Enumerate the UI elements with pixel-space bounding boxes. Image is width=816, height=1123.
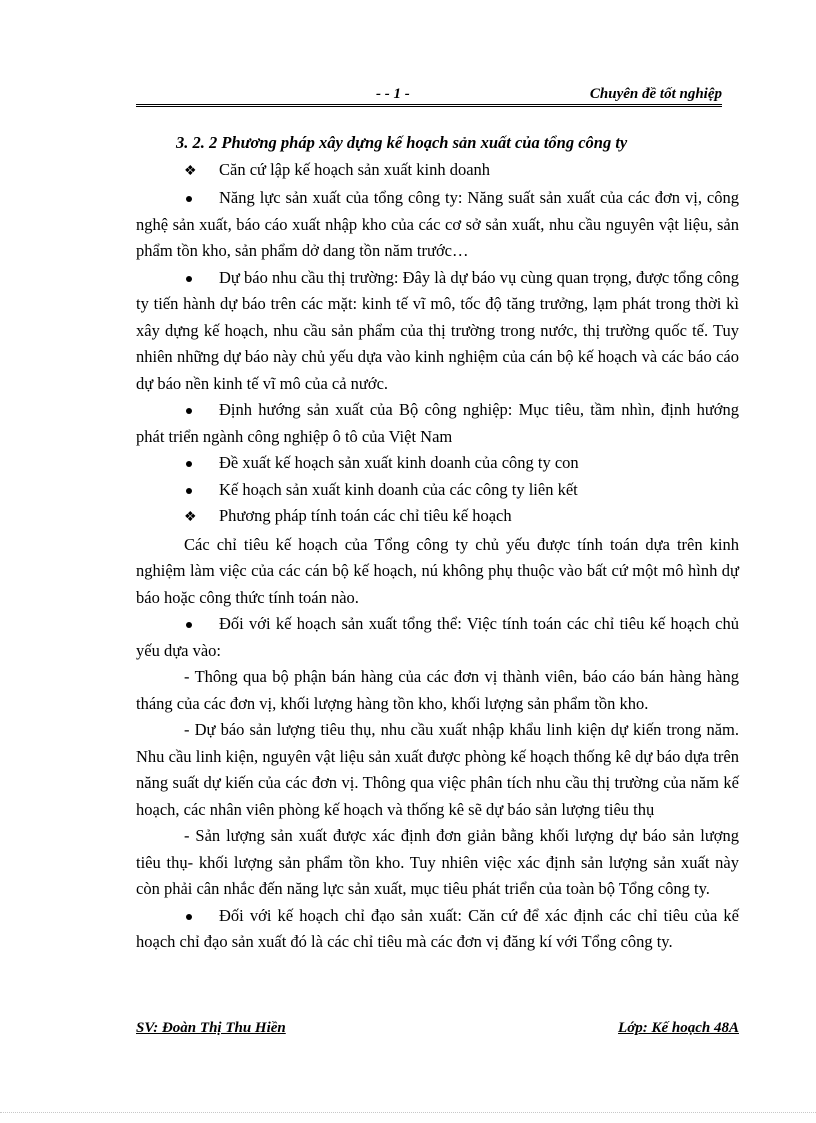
bullet-icon bbox=[184, 397, 219, 424]
paragraph-text: Phương pháp tính toán các chỉ tiêu kế hoạch bbox=[219, 506, 512, 525]
page-number: - - 1 - bbox=[376, 86, 410, 102]
paragraph: - Dự báo sản lượng tiêu thụ, nhu cầu xuất nhập khẩu linh kiện dự kiến trong năm. Nhu cầu linh kiện, nguyên vật liệu sản xuất được phòng kế hoạch thống kê dự báo dựa trên năng suất dự kiến của các đơn vị. Thông qua việc phân tích nhu cầu thị trường của năm kế hoạch, các nhân viên phòng kế hoạch và thống kê sẽ dự báo sản lượng tiêu thụ bbox=[136, 720, 739, 819]
bullet-icon bbox=[184, 450, 219, 477]
diamond-bullet-icon: ❖ bbox=[184, 510, 197, 525]
list-item bbox=[136, 477, 739, 504]
list-item bbox=[136, 503, 739, 532]
paragraph: - Sản lượng sản xuất được xác định đơn giản bằng khối lượng dự báo sản lượng tiêu thụ- khối lượng sản phẩm tồn kho. Tuy nhiên việc xác định sản lượng sản xuất này còn phải cân nhắc đến năng lực sản xuất, mục tiêu phát triển của toàn bộ Tổng công ty. bbox=[136, 826, 739, 898]
paragraph-text: Căn cứ lập kế hoạch sản xuất kinh doanh bbox=[219, 159, 491, 179]
list-item bbox=[136, 611, 739, 664]
page-bottom-border bbox=[0, 1112, 816, 1113]
diamond-bullet-icon: ❖ bbox=[184, 163, 197, 179]
page-header bbox=[136, 86, 722, 105]
paragraph-text: Dự báo nhu cầu thị trường: Đây là dự báo vụ cùng quan trọng, được tổng công ty tiến hành dự báo trên các mặt: kinh tế vĩ mô, tốc độ tăng trưởng, lạm phát trong thời kì xây dựng kế hoạch, nhu cầu sản phẩm của thị trường trong nước, thị trường quốc tế. Tuy nhiên những dự báo này chủ yếu dựa vào kinh nghiệm của cán bộ kế hoạch và các báo cáo dự báo nền kinh tế vĩ mô của cả nước. bbox=[136, 267, 739, 393]
paragraph-text: Định hướng sản xuất của Bộ công nghiệp: Mục tiêu, tầm nhìn, định hướng phát triển ngành công nghiệp ô tô của Việt Nam bbox=[136, 400, 739, 446]
paragraph-text: Đối với kế hoạch chỉ đạo sản xuất: Căn cứ để xác định các chỉ tiêu của kế hoạch chỉ đạo sản xuất đó là các chỉ tiêu mà các đơn vị đăng kí với Tổng công ty. bbox=[136, 905, 739, 951]
list-item bbox=[136, 450, 739, 477]
page-body bbox=[136, 130, 739, 956]
paragraph-text: Kế hoạch sản xuất kinh doanh của các công ty liên kết bbox=[219, 479, 578, 499]
paragraph: Các chỉ tiêu kế hoạch của Tổng công ty chủ yếu được tính toán dựa trên kinh nghiệm làm việc của các cán bộ kế hoạch, nú không phụ thuộc vào bất cứ một mô hình dự báo hoặc công thức tính toán nào. bbox=[136, 534, 739, 607]
paragraph: - Thông qua bộ phận bán hàng của các đơn vị thành viên, báo cáo bán hàng hàng tháng của các đơn vị, khối lượng hàng tồn kho, khối lượng sản phẩm tồn kho. bbox=[136, 667, 739, 713]
paragraph-text: Đối với kế hoạch sản xuất tổng thể: Việc tính toán các chỉ tiêu kế hoạch chủ yếu dựa vào: bbox=[136, 614, 739, 660]
bullet-icon bbox=[184, 477, 219, 504]
bullet-icon bbox=[184, 903, 219, 930]
bullet-icon bbox=[184, 611, 219, 638]
paragraph-text: Đề xuất kế hoạch sản xuất kinh doanh của công ty con bbox=[219, 453, 579, 472]
class-name: Lớp: Kế hoạch 48A bbox=[618, 1020, 739, 1036]
section-heading: 3. 2. 2 Phương pháp xây dựng kế hoạch sản xuất của tổng công ty bbox=[176, 133, 628, 152]
list-item bbox=[136, 185, 739, 265]
list-item bbox=[136, 903, 739, 956]
list-item bbox=[136, 397, 739, 450]
document-title: Chuyên đề tốt nghiệp bbox=[589, 86, 722, 102]
list-item bbox=[136, 157, 739, 186]
list-item bbox=[136, 265, 739, 398]
student-name: SV: Đoàn Thị Thu Hiền bbox=[136, 1020, 286, 1036]
paragraph-text: Năng lực sản xuất của tổng công ty: Năng suất sản xuất của các đơn vị, công nghệ sản xuất, báo cáo xuất nhập kho của các cơ sở sản xuất, nhu cầu nguyên vật liệu, sản phẩm tồn kho, sản phẩm dở dang tồn năm trước… bbox=[136, 188, 739, 260]
header-divider bbox=[136, 106, 722, 107]
bullet-icon bbox=[184, 265, 219, 292]
bullet-icon bbox=[184, 185, 219, 212]
